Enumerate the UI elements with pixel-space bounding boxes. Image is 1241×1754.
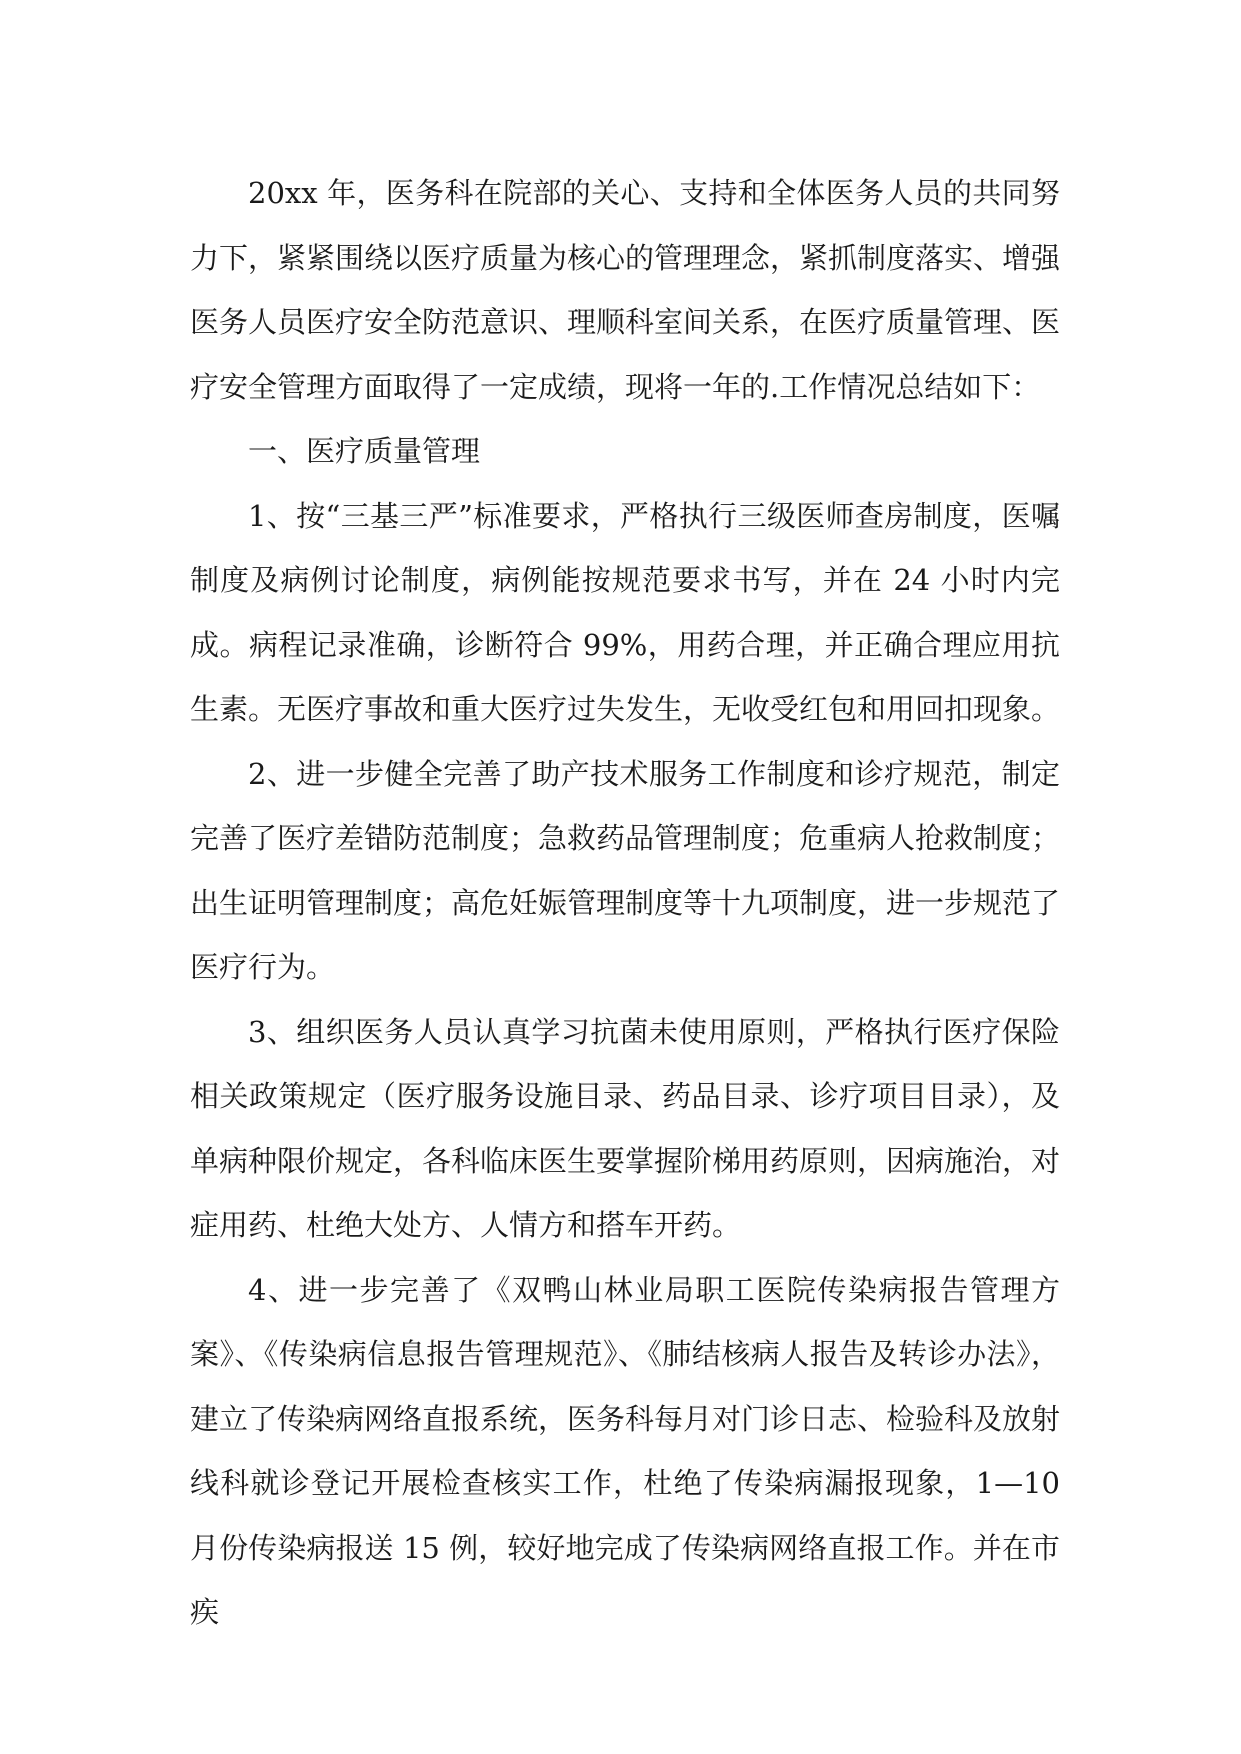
intro-paragraph: 20xx 年，医务科在院部的关心、支持和全体医务人员的共同努力下，紧紧围绕以医疗质量为核心的管理理念，紧抓制度落实、增强医务人员医疗安全防范意识、理顺科室间关系，在医疗质量管理、医疗安全管理方面取得了一定成绩，现将一年的.工作情况总结如下： [190, 176, 1061, 404]
item-3-paragraph: 3、组织医务人员认真学习抗菌未使用原则，严格执行医疗保险相关政策规定（医疗服务设施目录、药品目录、诊疗项目目录），及单病种限价规定，各科临床医生要掌握阶梯用药原则，因病施治，对症用药、杜绝大处方、人情方和搭车开药。 [190, 1014, 1061, 1242]
section-heading-medical-quality: 一、医疗质量管理 [248, 434, 481, 468]
item-2-paragraph: 2、进一步健全完善了助产技术服务工作制度和诊疗规范，制定完善了医疗差错防范制度；急救药品管理制度；危重病人抢救制度；出生证明管理制度；高危妊娠管理制度等十九项制度，进一步规范了医疗行为。 [190, 756, 1061, 984]
item-4-paragraph: 4、进一步完善了《双鸭山林业局职工医院传染病报告管理方案》、《传染病信息报告管理规范》、《肺结核病人报告及转诊办法》，建立了传染病网络直报系统，医务科每月对门诊日志、检验科及放射线科就诊登记开展检查核实工作，杜绝了传染病漏报现象，1—10 月份传染病报送 15 例，较好地完成了传染病网络直报工作。并在市疾 [190, 1272, 1061, 1629]
document-body [190, 161, 1060, 1645]
item-1-paragraph: 1、按“三基三严”标准要求，严格执行三级医师查房制度，医嘱制度及病例讨论制度，病例能按规范要求书写，并在 24 小时内完成。病程记录准确，诊断符合 99%，用药合理，并正确合理应用抗生素。无医疗事故和重大医疗过失发生，无收受红包和用回扣现象。 [190, 498, 1061, 726]
